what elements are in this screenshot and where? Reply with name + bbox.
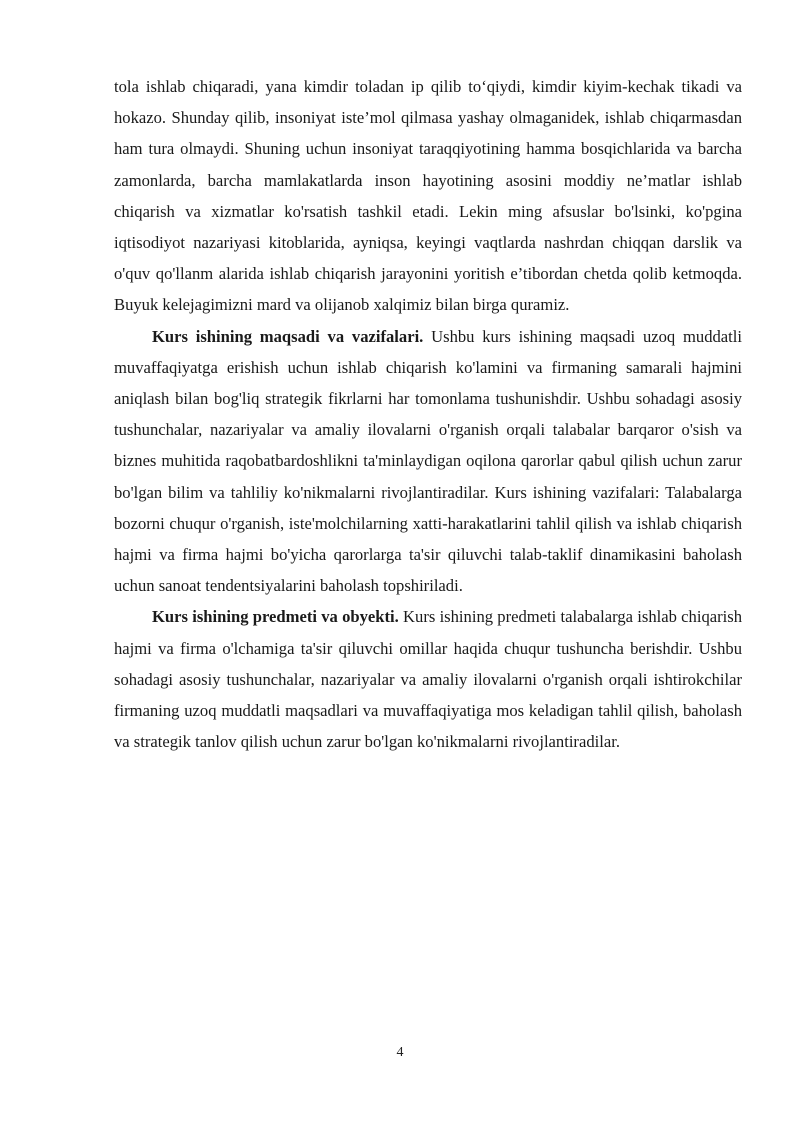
paragraph-text: tola ishlab chiqaradi, yana kimdir toladan ip qilib to‘qiydi, kimdir kiyim-kechak tikadi va hokazo. Shunday qilib, insoniyat iste’mol qilmasa yashay olmaganidek, ishlab chiqarmasdan ham tura olmaydi. Shuning uchun insoniyat taraqqiyotining hamma bosqichlarida va barcha zamonlarda, barcha mamlakatlarda inson hayotining asosini moddiy ne’matlar ishlab chiqarish va xizmatlar ko'rsatish tashkil etadi. Lekin ming afsuslar bo'lsinki, ko'pgina iqtisodiyot nazariyasi kitoblarida, ayniqsa, keyingi vaqtlarda nashrdan chiqqan darslik va o'quv qo'llanm alarida ishlab chiqarish jarayonini yoritish e’tibordan chetda qolib ketmoqda. Buyuk kelejagimizni mard va olijanob xalqimiz bilan birga quramiz. <box>114 77 742 315</box>
section-heading-subject: Kurs ishining predmeti va obyekti. <box>152 607 399 627</box>
document-body <box>114 71 742 757</box>
paragraph-intro <box>114 71 742 321</box>
paragraph-text: Kurs ishining predmeti talabalarga ishlab chiqarish hajmi va firma o'lchamiga ta'sir qiluvchi omillar haqida chuqur tushuncha berishdir. Ushbu sohadagi asosiy tushunchalar, nazariyalar va amaliy ilovalarni o'rganish orqali ishtirokchilar firmaning uzoq muddatli maqsadlari va muvaffaqiyatiga mos keladigan tahlil qilish, baholash va strategik tanlov qilish uchun zarur bo'lgan ko'nikmalarni rivojlantiradilar. <box>114 607 742 752</box>
paragraph-goals <box>114 321 742 602</box>
page-number: 4 <box>396 1045 404 1060</box>
section-heading-goals: Kurs ishining maqsadi va vazifalari. <box>152 326 424 346</box>
paragraph-text: Ushbu kurs ishining maqsadi uzoq muddatli muvaffaqiyatga erishish uchun ishlab chiqarish ko'lamini va firmaning samarali hajmini aniqlash bilan bog'liq strategik fikrlarni har tomonlama tushunishdir. Ushbu sohadagi asosiy tushunchalar, nazariyalar va amaliy ilovalarni o'rganish orqali talabalar barqaror o'sish va biznes muhitida raqobatbardoshlikni ta'minlaydigan oqilona qarorlar qabul qilish uchun zarur bo'lgan bilim va tahliliy ko'nikmalarni rivojlantiradilar. Kurs ishining vazifalari: Talabalarga bozorni chuqur o'rganish, iste'molchilarning xatti-harakatlarini tahlil qilish va ishlab chiqarish hajmi va firma hajmi bo'yicha qarorlarga ta'sir qiluvchi talab-taklif dinamikasini baholash uchun sanoat tendentsiyalarini baholash topshiriladi. <box>114 326 742 596</box>
paragraph-subject <box>114 601 742 757</box>
